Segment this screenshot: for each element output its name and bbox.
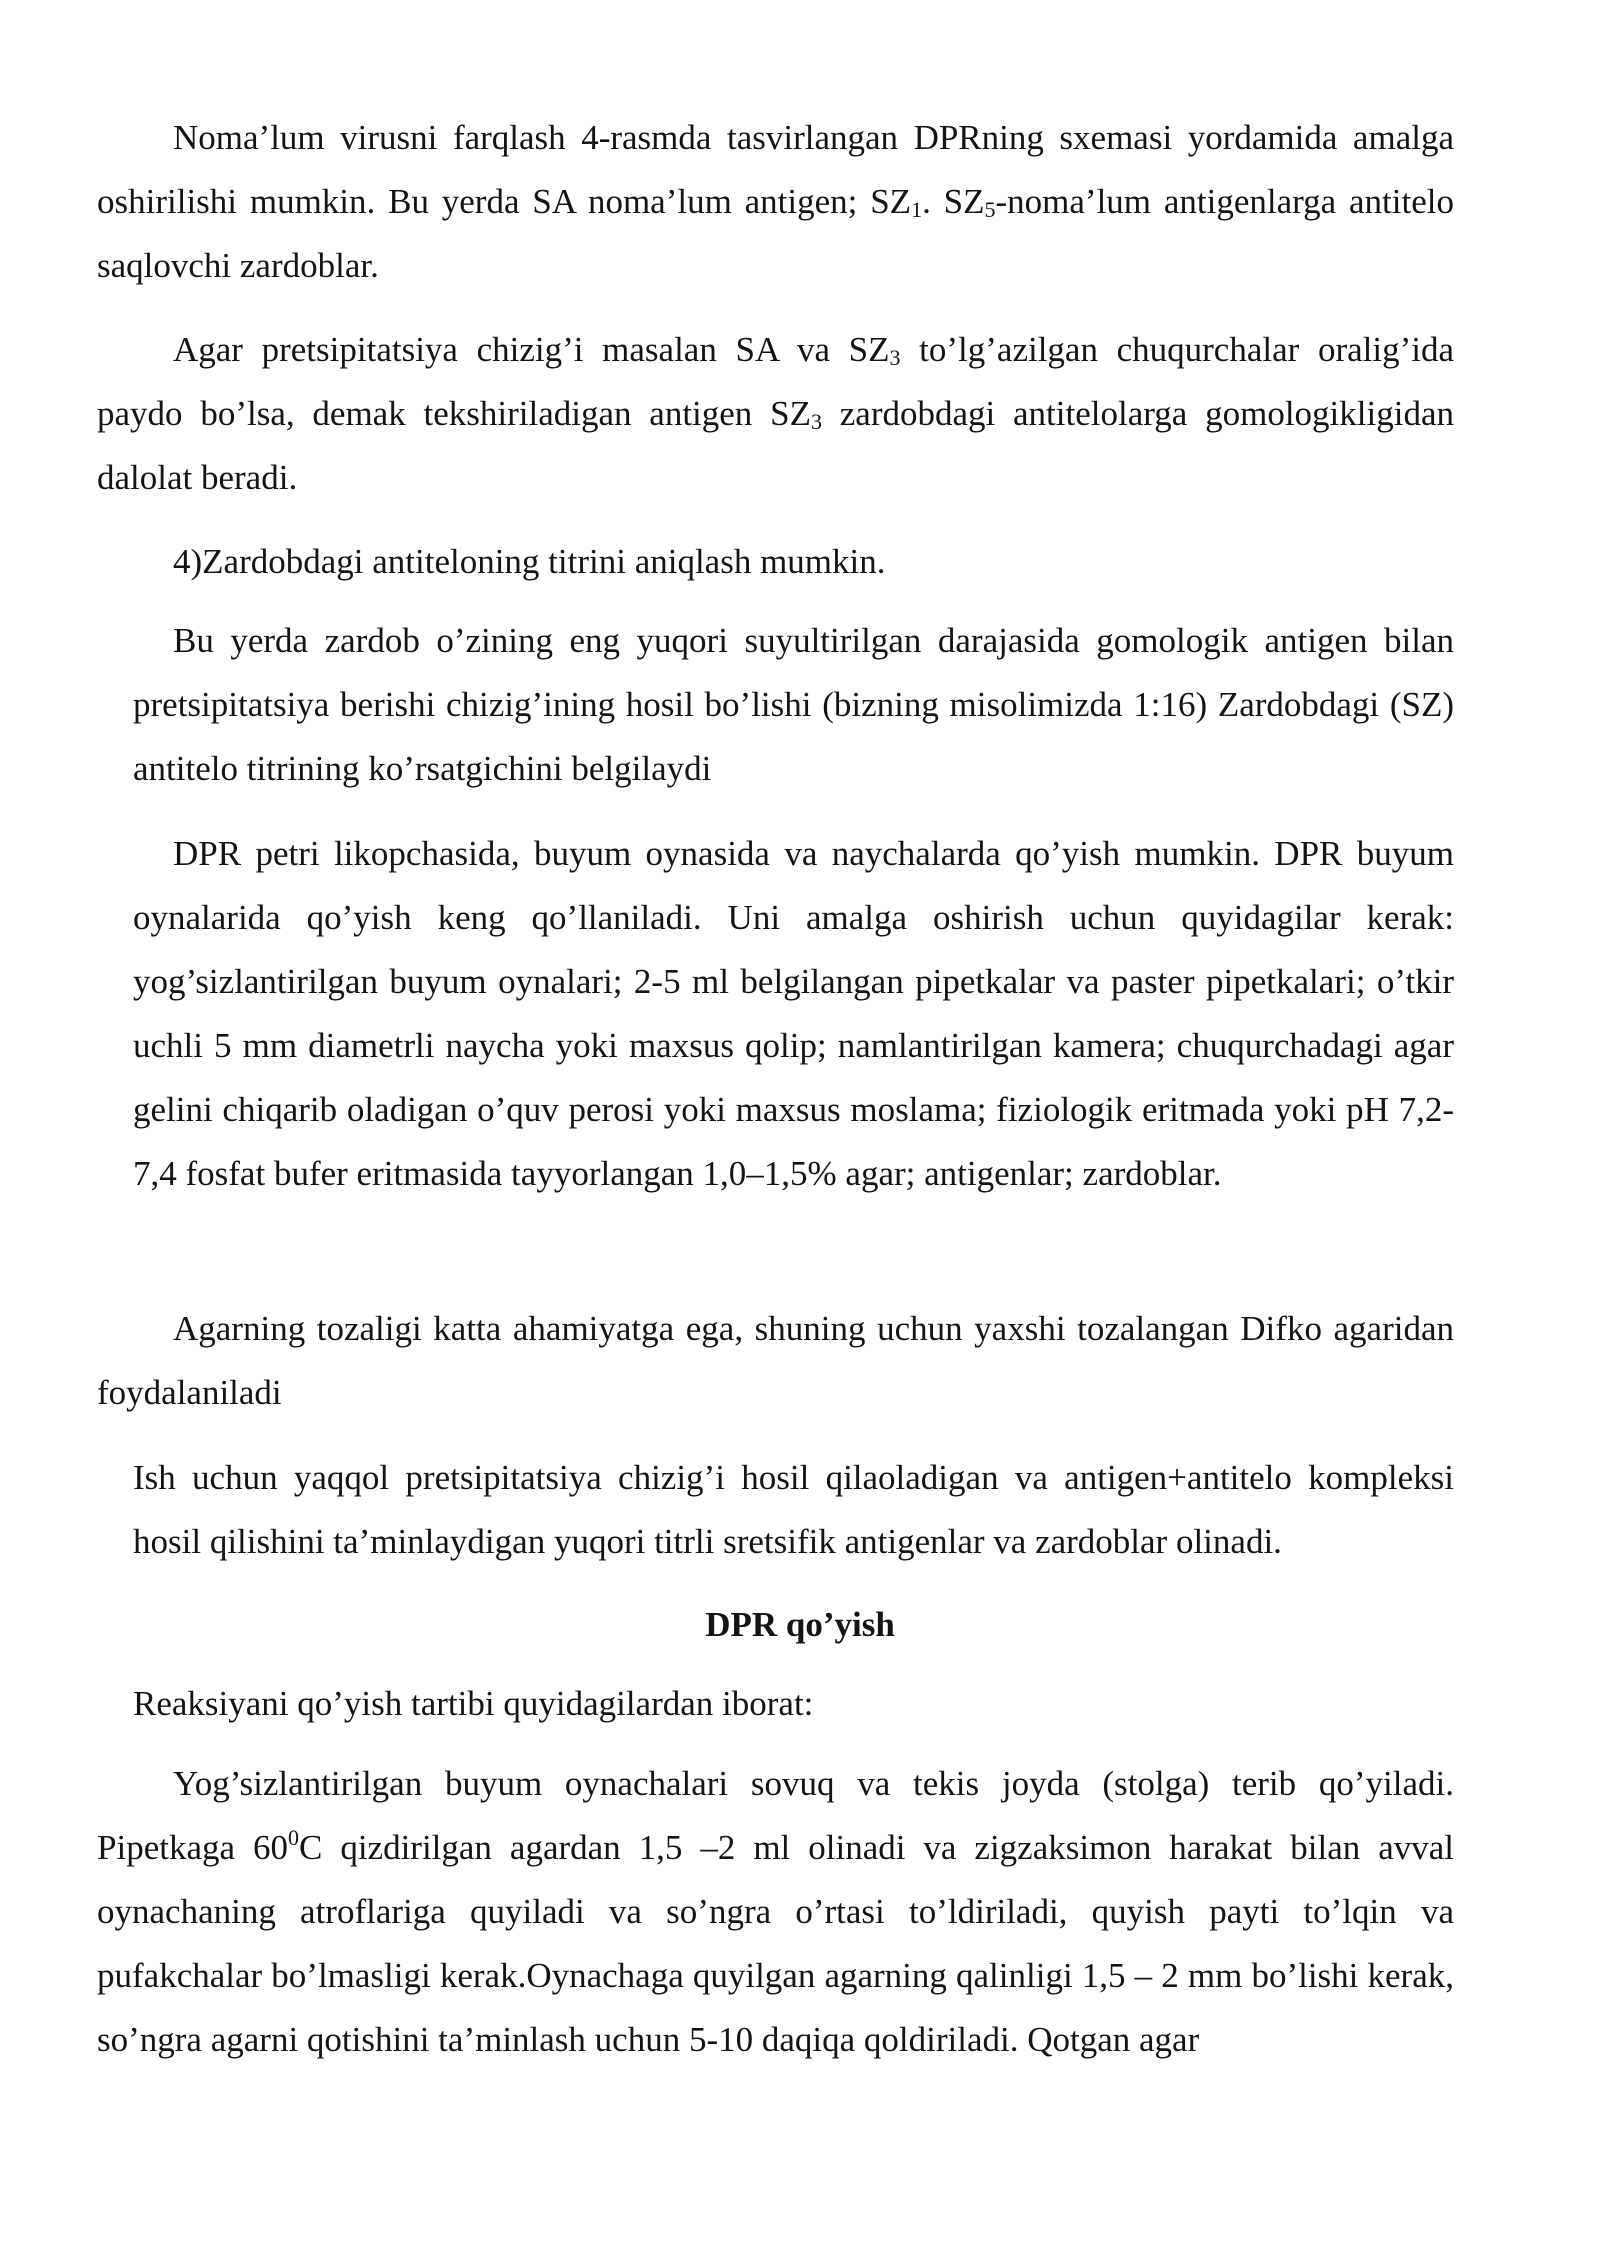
paragraph-agar-purity: Agarning tozaligi katta ahamiyatga ega, shuning uchun yaxshi tozalangan Difko agaridan foydalaniladi bbox=[97, 1309, 1454, 1412]
paragraph-text: zardobdagi antitelolarga gomologikligidan dalolat beradi. bbox=[97, 394, 1454, 497]
paragraph-procedure-intro: Reaksiyani qo’yish tartibi quyidagilardan iborat: bbox=[133, 1684, 814, 1723]
paragraph-text: to’lg’azilgan chuqurchalar oralig’ida paydo bo’lsa, demak tekshiriladigan antigen SZ bbox=[97, 330, 1454, 433]
paragraph-text: Yog’sizlantirilgan buyum oynachalari sovuq va tekis joyda (stolga) terib qo’yiladi. Pipetkaga 60 bbox=[97, 1764, 1454, 1867]
paragraph-procedure-steps bbox=[97, 1752, 1454, 2072]
paragraph-text: Agar pretsipitatsiya chizig’i masalan SA va SZ bbox=[173, 330, 890, 369]
subscript: 5 bbox=[984, 197, 996, 222]
paragraph-precipitation-line bbox=[97, 318, 1454, 510]
paragraph-text: . SZ bbox=[922, 182, 985, 221]
section-heading: DPR qo’yish bbox=[705, 1605, 895, 1644]
paragraph-titre-item: 4)Zardobdagi antiteloning titrini aniqlash mumkin. bbox=[173, 542, 886, 581]
paragraph-text: C qizdirilgan agardan 1,5 –2 ml olinadi va zigzaksimon harakat bilan avval oynachaning atroflariga quyiladi va so’ngra o’rtasi to’ldiriladi, quyish payti to’lqin va pufakchalar bo’lmasligi kerak.Oynachaga quyilgan agarning qalinligi 1,5 – 2 mm bo’lishi kerak, so’ngra agarni qotishini ta’minlash uchun 5-10 daqiqa qoldiriladi. Qotgan agar bbox=[97, 1828, 1454, 2059]
subscript: 1 bbox=[911, 197, 923, 222]
paragraph-antigens-sera: Ish uchun yaqqol pretsipitatsiya chizig’i hosil qilaoladigan va antigen+antitelo kompleksi hosil qilishini ta’minlaydigan yuqori titrli sretsifik antigenlar va zardoblar olinadi. bbox=[133, 1458, 1454, 1561]
subscript: 3 bbox=[810, 409, 822, 434]
subscript: 3 bbox=[889, 345, 901, 370]
paragraph-text: -noma’lum antigenlarga antitelo saqlovchi zardoblar. bbox=[97, 182, 1454, 285]
paragraph-virus-identification bbox=[97, 106, 1454, 298]
superscript: 0 bbox=[288, 1825, 299, 1850]
paragraph-dpr-materials: DPR petri likopchasida, buyum oynasida va naychalarda qo’yish mumkin. DPR buyum oynalarida qo’yish keng qo’llaniladi. Uni amalga oshirish uchun quyidagilar kerak: yog’sizlantirilgan buyum oynalari; 2-5 ml belgilangan pipetkalar va paster pipetkalari; o’tkir uchli 5 mm diametrli naycha yoki maxsus qolip; namlantirilgan kamera; chuqurchadagi agar gelini chiqarib oladigan o’quv perosi yoki maxsus moslama; fiziologik eritmada yoki pH 7,2-7,4 fosfat bufer eritmasida tayyorlangan 1,0–1,5% agar; antigenlar; zardoblar. bbox=[133, 834, 1454, 1193]
paragraph-titre-explanation: Bu yerda zardob o’zining eng yuqori suyultirilgan darajasida gomologik antigen bilan pretsipitatsiya berishi chizig’ining hosil bo’lishi (bizning misolimizda 1:16) Zardobdagi (SZ) antitelo titrining ko’rsatgichini belgilaydi bbox=[133, 621, 1454, 788]
paragraph-text: Noma’lum virusni farqlash 4-rasmda tasvirlangan DPRning sxemasi yordamida amalga oshirilishi mumkin. Bu yerda SA noma’lum antigen; SZ bbox=[97, 118, 1454, 221]
